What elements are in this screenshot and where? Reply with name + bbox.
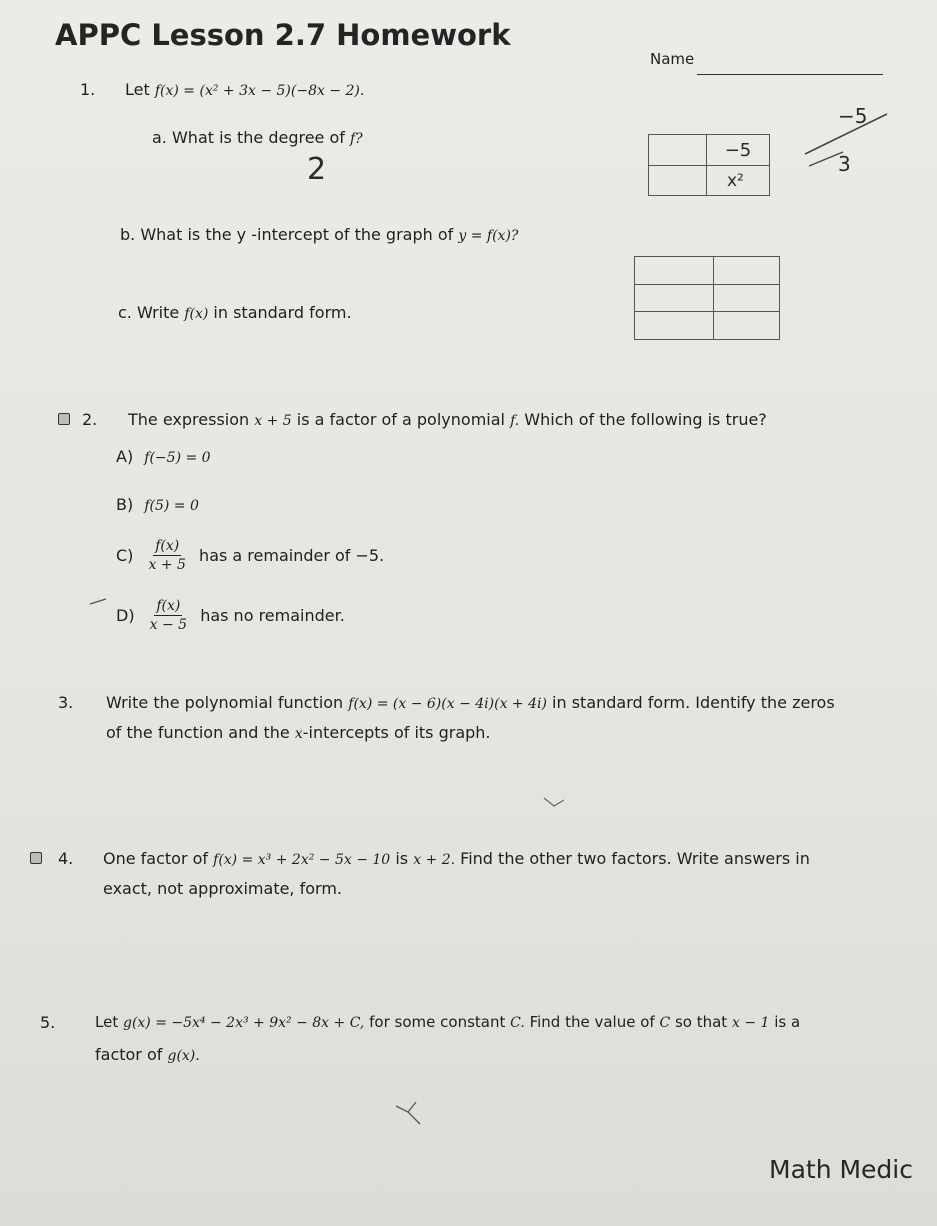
q4-number: 4. [58,849,74,868]
q4-text-c: Find the other two factors. Write answers in [460,849,810,868]
q3-text-b: in standard form. Identify the zeros [552,693,835,712]
q5-text-h: factor of [95,1045,163,1064]
q5-text-a: Let [95,1013,119,1031]
box-mark-1: −5 [707,135,770,166]
q1-function: f(x) = (x² + 3x − 5)(−8x − 2). [154,83,365,99]
q5-text-b: for some constant [369,1013,506,1031]
brand-logo: Math Medic [769,1155,913,1184]
q5-factor: x − 1 [731,1015,770,1031]
q1-number: 1. [80,80,96,99]
q5-gx: g(x). [167,1048,200,1064]
q2-option-d[interactable] [116,598,345,633]
q1b-question [120,225,518,244]
q4-text-a: One factor of [103,849,209,868]
q1-prompt [125,80,364,99]
q1c-fn: f(x) [184,306,209,322]
q3-x: x [294,726,303,742]
fraction-denominator: x − 5 [149,617,188,633]
q5-text-f: so that [674,1013,728,1031]
q2-fn: f. [510,413,520,429]
q2-option-b[interactable] [116,495,199,514]
q5-constant: C. [510,1015,525,1031]
q1c-question [118,303,352,322]
scratch-table-grid [634,256,780,340]
q1b-fn: y = f(x)? [458,228,519,244]
option-letter: B) [116,495,134,514]
q5-line1 [95,1013,800,1031]
q2-option-c[interactable] [116,538,384,573]
q2-prompt-c: Which of the following is true? [524,410,767,429]
fraction-denominator: x + 5 [148,557,186,573]
q1b-label: b. What is the y -intercept of the graph of [120,225,454,244]
q5-line2 [95,1045,200,1064]
calculator-icon [58,413,70,425]
q1a-handwritten-answer: 2 [307,152,327,187]
q3-text-c: of the function and the [106,723,290,742]
q2-prompt [128,410,767,429]
option-expr: f(−5) = 0 [144,450,211,466]
scratch-box-grid [648,134,770,196]
q2-prompt-a: The expression [128,410,250,429]
q2-number: 2. [82,410,98,429]
pencil-scribble [390,1098,430,1128]
q4-function: f(x) = x³ + 2x² − 5x − 10 [213,852,391,868]
q1a-question [152,128,363,147]
option-letter: C) [116,546,134,565]
option-expr: f(5) = 0 [144,498,199,514]
page-title: APPC Lesson 2.7 Homework [55,18,511,52]
option-text: has no remainder. [200,606,345,625]
q3-number: 3. [58,693,74,712]
q2-prompt-b: is a factor of a polynomial [296,410,505,429]
q4-line1 [103,849,810,868]
pencil-tick-mark [88,596,112,608]
q5-text-g: is a [774,1013,801,1031]
q3-line1 [106,693,835,712]
q3-text-d: -intercepts of its graph. [302,723,491,742]
margin-mark-2: 3 [838,152,851,176]
q4-text-b: is [395,849,409,868]
option-text: has a remainder of −5. [199,546,385,565]
margin-mark-1: −5 [838,104,868,128]
q2-option-a[interactable] [116,447,211,466]
q2-expr: x + 5 [254,413,292,429]
calculator-icon [30,852,42,864]
q5-function: g(x) = −5x⁴ − 2x³ + 9x² − 8x + C, [122,1015,365,1031]
q5-constant-2: C [659,1015,671,1031]
option-letter: D) [116,606,135,625]
option-letter: A) [116,447,134,466]
name-label: Name [650,50,695,68]
q4-factor: x + 2. [413,852,456,868]
q1a-fn: f? [349,131,363,147]
option-fraction [147,538,188,573]
q4-line2: exact, not approximate, form. [103,879,342,898]
q1-let: Let [125,80,150,99]
q1c-suffix: in standard form. [213,303,352,322]
q5-text-d: Find the value of [529,1013,655,1031]
fraction-numerator: f(x) [156,598,181,614]
option-fraction [148,598,189,633]
pencil-scribble [540,792,570,812]
q5-number: 5. [40,1013,56,1032]
name-field-line[interactable] [697,74,883,75]
box-mark-2: x² [707,166,770,196]
q3-function: f(x) = (x − 6)(x − 4i)(x + 4i) [348,696,547,712]
q1c-label: c. Write [118,303,180,322]
q3-text-a: Write the polynomial function [106,693,344,712]
q3-line2 [106,723,491,742]
q1a-label: a. What is the degree of [152,128,345,147]
fraction-numerator: f(x) [155,538,180,554]
